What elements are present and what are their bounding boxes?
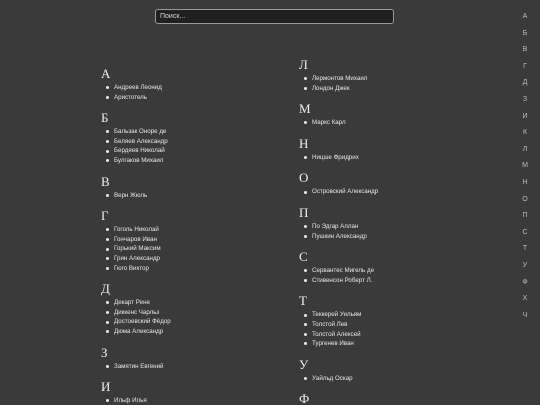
author-link[interactable]: Дюма Александр: [101, 327, 261, 337]
author-link[interactable]: Бердяев Николай: [101, 146, 261, 156]
author-link[interactable]: Декарт Рене: [101, 298, 261, 308]
author-link[interactable]: Стивенсон Роберт Л.: [299, 276, 459, 286]
author-list: [299, 222, 459, 241]
alphabet-link[interactable]: Л: [522, 145, 528, 153]
author-list: [101, 298, 261, 336]
letter-heading: Т: [299, 293, 307, 309]
letter-heading: Д: [101, 281, 110, 297]
letter-group: [299, 249, 459, 285]
alphabet-link[interactable]: М: [522, 162, 528, 170]
letter-group: [299, 101, 459, 128]
author-link[interactable]: Лермонтов Михаил: [299, 74, 459, 84]
author-list: [299, 118, 459, 128]
alphabet-link[interactable]: З: [522, 95, 528, 103]
author-link[interactable]: Беляев Александр: [101, 137, 261, 147]
author-link[interactable]: Аристотель: [101, 93, 261, 103]
alphabet-nav: [518, 11, 532, 326]
author-list: [299, 74, 459, 93]
letter-heading: Н: [299, 135, 309, 151]
author-link[interactable]: Достоевский Фёдор: [101, 317, 261, 327]
author-link[interactable]: Маркс Карл: [299, 118, 459, 128]
author-list: [299, 187, 459, 197]
letter-heading: М: [299, 101, 311, 117]
author-link[interactable]: Толстой Алексей: [299, 330, 459, 340]
letter-group: [299, 293, 459, 348]
letter-heading: З: [101, 344, 108, 360]
letter-heading: В: [101, 173, 110, 189]
author-list: [101, 83, 261, 102]
alphabet-link[interactable]: Х: [522, 295, 528, 303]
author-link[interactable]: Сервантес Мигель де: [299, 266, 459, 276]
letter-group: [101, 379, 261, 405]
alphabet-link[interactable]: И: [522, 112, 528, 120]
letter-group: [101, 66, 261, 102]
letter-heading: А: [101, 66, 111, 81]
alphabet-link[interactable]: Ч: [522, 311, 528, 319]
letter-group: [299, 391, 459, 405]
alphabet-link[interactable]: К: [522, 129, 528, 137]
letter-group: [299, 170, 459, 197]
letter-heading: Л: [299, 57, 308, 72]
letter-group: [101, 345, 261, 372]
alphabet-link[interactable]: Б: [522, 29, 528, 37]
alphabet-link[interactable]: А: [522, 13, 528, 20]
author-link[interactable]: Бальзак Оноре де: [101, 127, 261, 137]
author-link[interactable]: Ильф Илья: [101, 396, 261, 405]
author-list: [101, 225, 261, 273]
alphabet-link[interactable]: О: [522, 195, 528, 203]
author-link[interactable]: Диккенс Чарльз: [101, 308, 261, 318]
alphabet-link[interactable]: У: [522, 261, 528, 269]
alphabet-link[interactable]: В: [522, 46, 528, 54]
author-link[interactable]: Гончаров Иван: [101, 235, 261, 245]
author-list: [299, 266, 459, 285]
letter-heading: О: [299, 170, 309, 186]
letter-group: [299, 57, 459, 93]
letter-heading: И: [101, 379, 111, 395]
alphabet-link[interactable]: Г: [523, 62, 527, 70]
author-link[interactable]: Гюго Виктор: [101, 264, 261, 274]
author-link[interactable]: По Эдгар Аллан: [299, 222, 459, 232]
author-list: [101, 362, 261, 372]
alphabet-link[interactable]: П: [522, 212, 528, 220]
letter-heading: Г: [101, 208, 109, 224]
alphabet-link[interactable]: С: [522, 228, 528, 236]
author-link[interactable]: Грин Александр: [101, 254, 261, 264]
letter-heading: Б: [101, 110, 109, 126]
author-list: [299, 153, 459, 163]
letter-group: [101, 281, 261, 336]
letter-heading: Ф: [299, 391, 310, 405]
author-link[interactable]: Ницше Фридрих: [299, 153, 459, 163]
author-link[interactable]: Верн Жюль: [101, 191, 261, 201]
author-list: [101, 127, 261, 165]
authors-column-right: [299, 57, 459, 405]
author-link[interactable]: Уайльд Оскар: [299, 374, 459, 384]
letter-heading: С: [299, 249, 308, 265]
letter-heading: У: [299, 356, 309, 372]
alphabet-link[interactable]: Т: [522, 245, 528, 253]
letter-group: [299, 205, 459, 241]
author-link[interactable]: Горький Максим: [101, 244, 261, 254]
author-link[interactable]: Гоголь Николай: [101, 225, 261, 235]
author-link[interactable]: Толстой Лев: [299, 320, 459, 330]
author-link[interactable]: Андреев Леонид: [101, 83, 261, 93]
author-list: [299, 310, 459, 348]
letter-group: [101, 174, 261, 201]
author-link[interactable]: Лондон Джек: [299, 84, 459, 94]
letter-group: [299, 136, 459, 163]
letter-group: [101, 208, 261, 273]
search-input[interactable]: [155, 9, 394, 24]
author-list: [299, 374, 459, 384]
author-list: [101, 396, 261, 405]
author-link[interactable]: Островский Александр: [299, 187, 459, 197]
author-link[interactable]: Булгаков Михаил: [101, 156, 261, 166]
letter-heading: П: [299, 204, 309, 220]
author-link[interactable]: Замятин Евгений: [101, 362, 261, 372]
author-link[interactable]: Теккерей Уильям: [299, 310, 459, 320]
author-list: [101, 191, 261, 201]
letter-group: [101, 110, 261, 165]
authors-column-left: [101, 66, 261, 405]
alphabet-link[interactable]: Д: [522, 79, 528, 87]
alphabet-link[interactable]: Н: [522, 178, 528, 186]
letter-group: [299, 357, 459, 384]
author-link[interactable]: Пушкин Александр: [299, 232, 459, 242]
author-link[interactable]: Тургенев Иван: [299, 339, 459, 349]
alphabet-link[interactable]: Ф: [522, 278, 528, 286]
